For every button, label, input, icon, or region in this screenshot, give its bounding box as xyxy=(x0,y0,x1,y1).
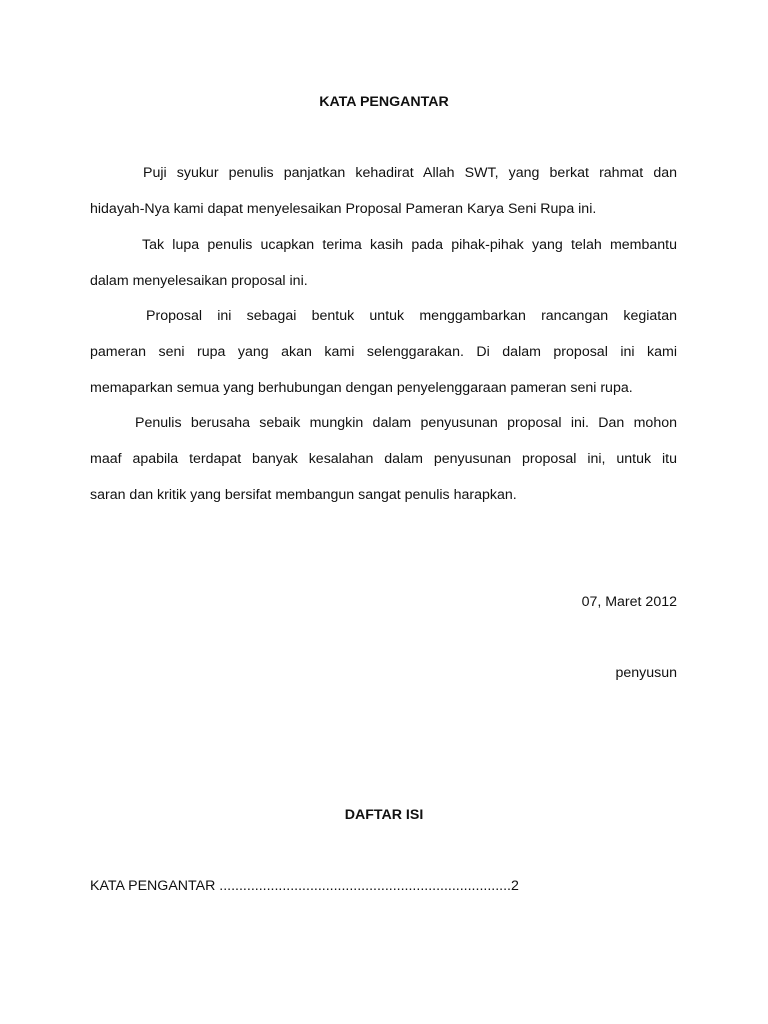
paragraph-line: Tak lupa penulis ucapkan terima kasih pada pihak-pihak yang telah membantu xyxy=(142,237,677,253)
foreword-date: 07, Maret 2012 xyxy=(581,594,677,610)
paragraph-line: Proposal ini sebagai bentuk untuk menggambarkan rancangan kegiatan xyxy=(146,308,677,324)
foreword-paragraph-4 xyxy=(90,405,677,513)
paragraph-line: maaf apabila terdapat banyak kesalahan dalam penyusunan proposal ini, untuk itu xyxy=(90,451,677,467)
paragraph-line: saran dan kritik yang bersifat membangun sangat penulis harapkan. xyxy=(90,487,517,503)
paragraph-line: memaparkan semua yang berhubungan dengan penyelenggaraan pameran seni rupa. xyxy=(90,380,633,396)
paragraph-line: Puji syukur penulis panjatkan kehadirat Allah SWT, yang berkat rahmat dan xyxy=(143,165,677,181)
paragraph-line: dalam menyelesaikan proposal ini. xyxy=(90,273,308,289)
foreword-paragraph-3 xyxy=(90,298,677,406)
foreword-title: KATA PENGANTAR xyxy=(319,94,449,110)
paragraph-line: hidayah-Nya kami dapat menyelesaikan Proposal Pameran Karya Seni Rupa ini. xyxy=(90,201,597,217)
foreword-signature: penyusun xyxy=(615,665,677,681)
foreword-paragraph-1 xyxy=(90,155,677,227)
toc-entry-kata-pengantar: KATA PENGANTAR ..........................................................................2 xyxy=(90,878,519,894)
paragraph-line: Penulis berusaha sebaik mungkin dalam penyusunan proposal ini. Dan mohon xyxy=(135,415,677,431)
toc-title: DAFTAR ISI xyxy=(344,807,424,823)
paragraph-line: pameran seni rupa yang akan kami selenggarakan. Di dalam proposal ini kami xyxy=(90,344,677,360)
foreword-paragraph-2 xyxy=(90,227,677,299)
